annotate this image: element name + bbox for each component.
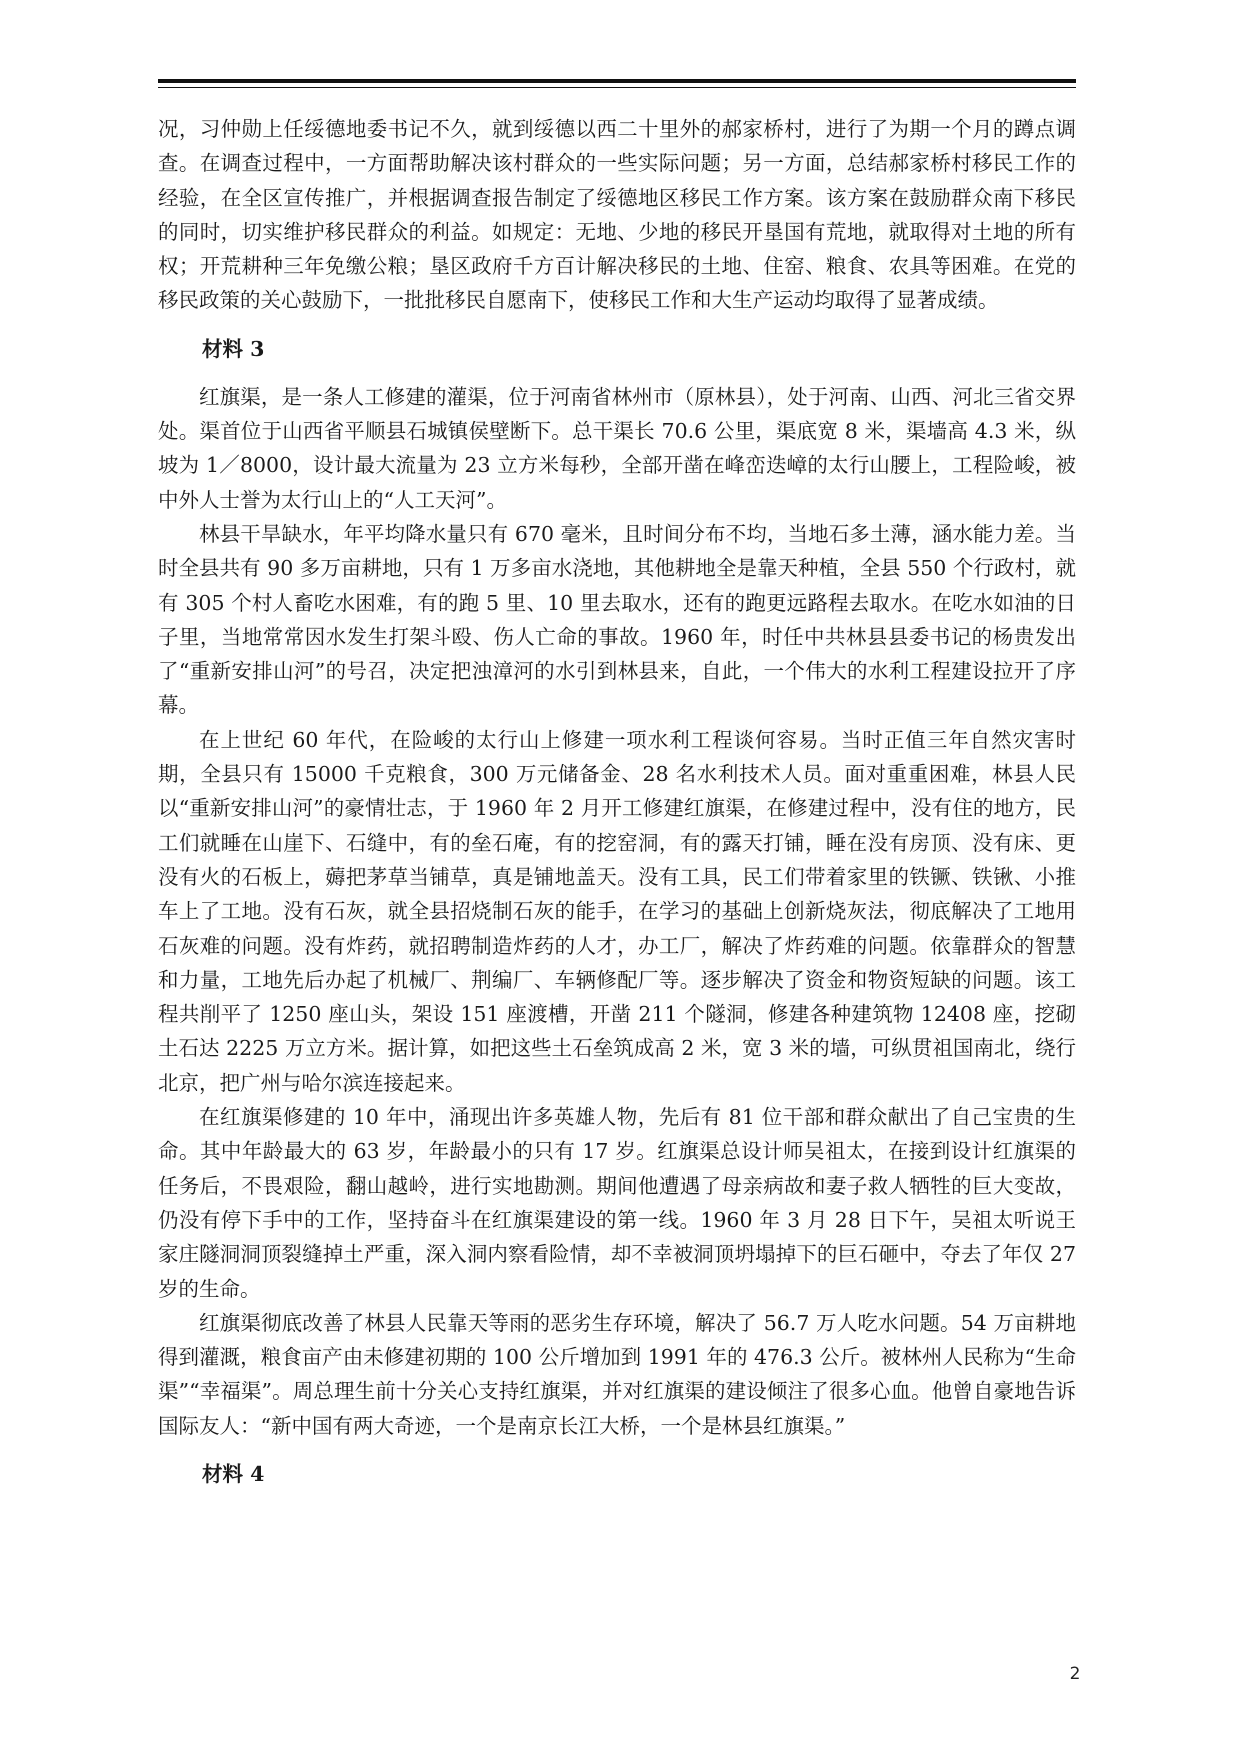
material-4-heading: 材料 4 bbox=[202, 1461, 265, 1486]
material-3-paragraph-4: 在红旗渠修建的 10 年中，涌现出许多英雄人物，先后有 81 位干部和群众献出了自己宝贵的生命。其中年龄最大的 63 岁，年龄最小的只有 17 岁。红旗渠总设计师吴祖太，在接到设计红旗渠的任务后，不畏艰险，翻山越岭，进行实地勘测。期间他遭遇了母亲病故和妻子救人牺牲的巨大变故，仍没有停下手中的工作，坚持奋斗在红旗渠建设的第一线。1960 年 3 月 28 日下午，吴祖太听说王家庄隧洞洞顶裂缝掉土严重，深入洞内察看险情，却不幸被洞顶坍塌掉下的巨石砸中，夺去了年仅 27 岁的生命。 bbox=[158, 1105, 1076, 1301]
paragraph-continued: 况，习仲勋上任绥德地委书记不久，就到绥德以西二十里外的郝家桥村，进行了为期一个月的蹲点调查。在调查过程中，一方面帮助解决该村群众的一些实际问题；另一方面，总结郝家桥村移民工作的经验，在全区宣传推广，并根据调查报告制定了绥德地区移民工作方案。该方案在鼓励群众南下移民的同时，切实维护移民群众的利益。如规定：无地、少地的移民开垦国有荒地，就取得对土地的所有权；开荒耕种三年免缴公粮；垦区政府千方百计解决移民的土地、住窑、粮食、农具等困难。在党的移民政策的关心鼓励下，一批批移民自愿南下，使移民工作和大生产运动均取得了显著成绩。 bbox=[158, 117, 1076, 313]
material-3-paragraph-3: 在上世纪 60 年代，在险峻的太行山上修建一项水利工程谈何容易。当时正值三年自然灾害时期，全县只有 15000 千克粮食，300 万元储备金、28 名水利技术人员。面对重重困难，林县人民以“重新安排山河”的豪情壮志，于 1960 年 2 月开工修建红旗渠，在修建过程中，没有住的地方，民工们就睡在山崖下、石缝中，有的垒石庵，有的挖窑洞，有的露天打铺，睡在没有房顶、没有床、更没有火的石板上，薅把茅草当铺草，真是铺地盖天。没有工具，民工们带着家里的铁镢、铁锹、小推车上了工地。没有石灰，就全县招烧制石灰的能手，在学习的基础上创新烧灰法，彻底解决了工地用石灰难的问题。没有炸药，就招聘制造炸药的人才，办工厂，解决了炸药难的问题。依靠群众的智慧和力量，工地先后办起了机械厂、荆编厂、车辆修配厂等。逐步解决了资金和物资短缺的问题。该工程共削平了 1250 座山头，架设 151 座渡槽，开凿 211 个隧洞，修建各种建筑物 12408 座，挖砌土石达 2225 万立方米。据计算，如把这些土石垒筑成高 2 米，宽 3 米的墙，可纵贯祖国南北，绕行北京，把广州与哈尔滨连接起来。 bbox=[158, 727, 1076, 1095]
document-body bbox=[158, 112, 1076, 1505]
material-3-paragraph-1: 红旗渠，是一条人工修建的灌渠，位于河南省林州市（原林县），处于河南、山西、河北三省交界处。渠首位于山西省平顺县石城镇侯壁断下。总干渠长 70.6 公里，渠底宽 8 米，渠墙高 4.3 米，纵坡为 1／8000，设计最大流量为 23 立方米每秒，全部开凿在峰峦迭嶂的太行山腰上，工程险峻，被中外人士誉为太行山上的“人工天河”。 bbox=[158, 384, 1076, 512]
material-3-paragraph-5: 红旗渠彻底改善了林县人民靠天等雨的恶劣生存环境，解决了 56.7 万人吃水问题。54 万亩耕地得到灌溉，粮食亩产由未修建初期的 100 公斤增加到 1991 年的 476.3 公斤。被林州人民称为“生命渠”“幸福渠”。周总理生前十分关心支持红旗渠，并对红旗渠的建设倾注了很多心血。他曾自豪地告诉国际友人：“新中国有两大奇迹，一个是南京长江大桥，一个是林县红旗渠。” bbox=[158, 1310, 1076, 1438]
material-3-heading: 材料 3 bbox=[202, 336, 265, 361]
page-number: 2 bbox=[1069, 1664, 1081, 1684]
header-rule bbox=[158, 79, 1076, 88]
material-3-paragraph-2: 林县干旱缺水，年平均降水量只有 670 毫米，且时间分布不均，当地石多土薄，涵水能力差。当时全县共有 90 多万亩耕地，只有 1 万多亩水浇地，其他耕地全是靠天种植，全县 550 个行政村，就有 305 个村人畜吃水困难，有的跑 5 里、10 里去取水，还有的跑更远路程去取水。在吃水如油的日子里，当地常常因水发生打架斗殴、伤人亡命的事故。1960 年，时任中共林县县委书记的杨贵发出了“重新安排山河”的号召，决定把浊漳河的水引到林县来，自此，一个伟大的水利工程建设拉开了序幕。 bbox=[158, 521, 1076, 718]
